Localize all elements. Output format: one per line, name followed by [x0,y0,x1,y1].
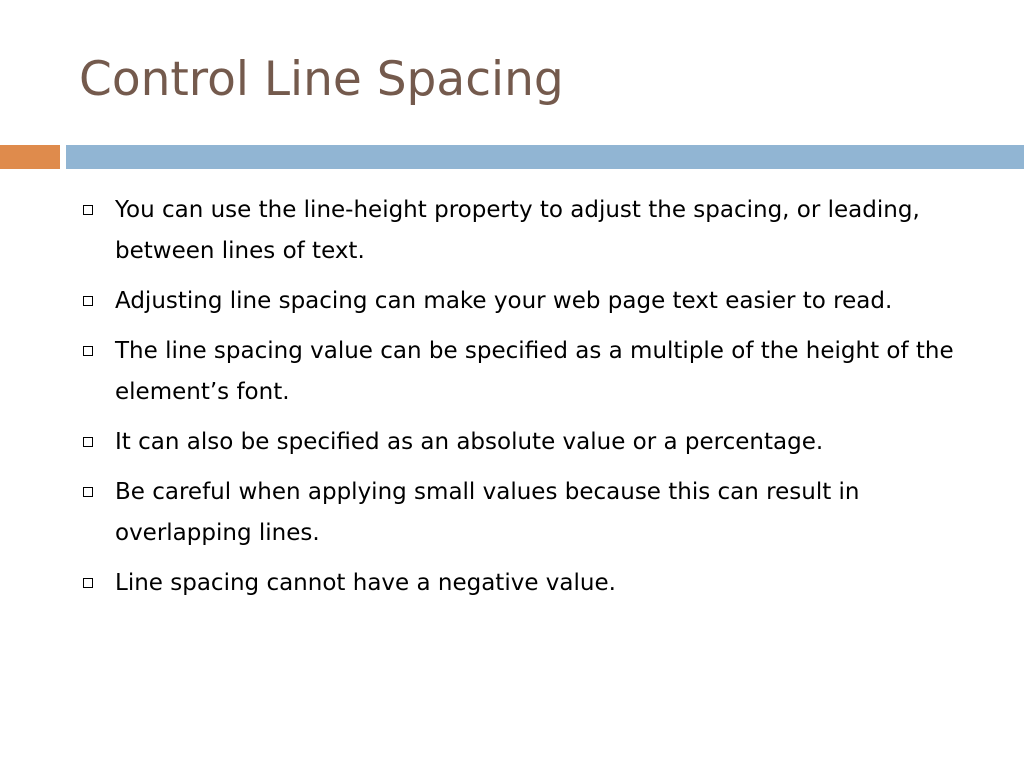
hollow-square-bullet-icon [83,578,93,588]
slide-title: Control Line Spacing [79,52,564,107]
hollow-square-bullet-icon [83,205,93,215]
hollow-square-bullet-icon [83,437,93,447]
hollow-square-bullet-icon [83,296,93,306]
bullet-list [80,190,980,613]
bullet-item [80,281,980,322]
bullet-text: Be careful when applying small values because this can result in overlapping lines. [115,479,860,546]
accent-bar-blue [66,145,1024,169]
accent-bar-orange [0,145,60,169]
bullet-text: Adjusting line spacing can make your web page text easier to read. [115,288,893,314]
bullet-text: Line spacing cannot have a negative value. [115,570,616,596]
bullet-item [80,190,980,272]
bullet-text: You can use the line-height property to adjust the spacing, or leading, between lines of text. [115,197,920,264]
hollow-square-bullet-icon [83,346,93,356]
bullet-item [80,331,980,413]
bullet-item [80,563,980,604]
bullet-item [80,472,980,554]
bullet-text: The line spacing value can be specified as a multiple of the height of the element’s font. [115,338,954,405]
bullet-text: It can also be specified as an absolute value or a percentage. [115,429,824,455]
bullet-item [80,422,980,463]
hollow-square-bullet-icon [83,487,93,497]
